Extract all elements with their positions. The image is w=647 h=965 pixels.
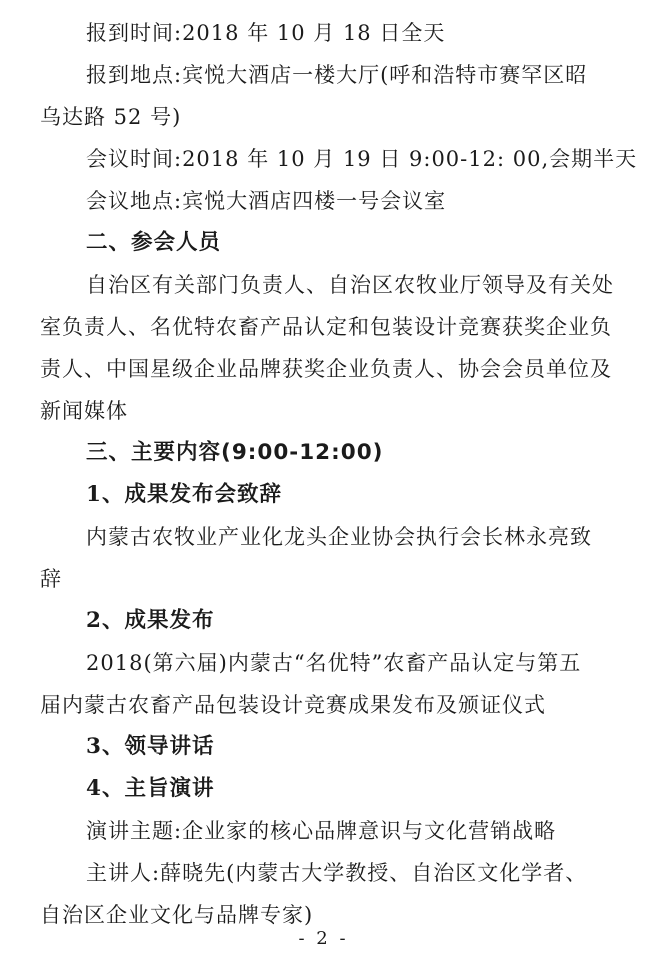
attendees-line-2: 室负责人、名优特农畜产品认定和包装设计竞赛获奖企业负 bbox=[40, 315, 612, 339]
meeting-time-line: 会议时间:2018 年 10 月 19 日 9:00-12: 00,会期半天 bbox=[86, 147, 638, 171]
meeting-location-line: 会议地点:宾悦大酒店四楼一号会议室 bbox=[86, 189, 447, 213]
agenda-item-4-heading: 4、主旨演讲 bbox=[86, 776, 215, 801]
speaker-line-1: 主讲人:薛晓先(内蒙古大学教授、自治区文化学者、 bbox=[86, 861, 588, 885]
attendees-section-heading: 二、参会人员 bbox=[86, 230, 222, 255]
agenda-item-1-line-2: 辞 bbox=[40, 567, 62, 591]
agenda-item-2-line-1: 2018(第六届)内蒙古“名优特”农畜产品认定与第五 bbox=[86, 651, 582, 675]
agenda-item-2-line-2: 届内蒙古农畜产品包装设计竞赛成果发布及颁证仪式 bbox=[40, 693, 546, 717]
registration-location-line-1: 报到地点:宾悦大酒店一楼大厅(呼和浩特市赛罕区昭 bbox=[86, 63, 588, 87]
speech-topic-line: 演讲主题:企业家的核心品牌意识与文化营销战略 bbox=[86, 819, 557, 843]
speaker-line-2: 自治区企业文化与品牌专家) bbox=[40, 903, 314, 927]
attendees-line-3: 责人、中国星级企业品牌获奖企业负责人、协会会员单位及 bbox=[40, 357, 612, 381]
document-body bbox=[40, 12, 638, 936]
attendees-line-4: 新闻媒体 bbox=[40, 399, 128, 423]
agenda-item-1-line-1: 内蒙古农牧业产业化龙头企业协会执行会长林永亮致 bbox=[86, 525, 592, 549]
main-content-section-heading: 三、主要内容(9:00-12:00) bbox=[86, 440, 384, 465]
registration-location-line-2: 乌达路 52 号) bbox=[40, 105, 182, 129]
agenda-item-1-heading: 1、成果发布会致辞 bbox=[86, 482, 282, 507]
attendees-line-1: 自治区有关部门负责人、自治区农牧业厅领导及有关处 bbox=[86, 273, 614, 297]
page-number: - 2 - bbox=[298, 928, 349, 949]
agenda-item-3-heading: 3、领导讲话 bbox=[86, 734, 215, 759]
registration-time-line: 报到时间:2018 年 10 月 18 日全天 bbox=[86, 21, 446, 45]
agenda-item-2-heading: 2、成果发布 bbox=[86, 608, 215, 633]
